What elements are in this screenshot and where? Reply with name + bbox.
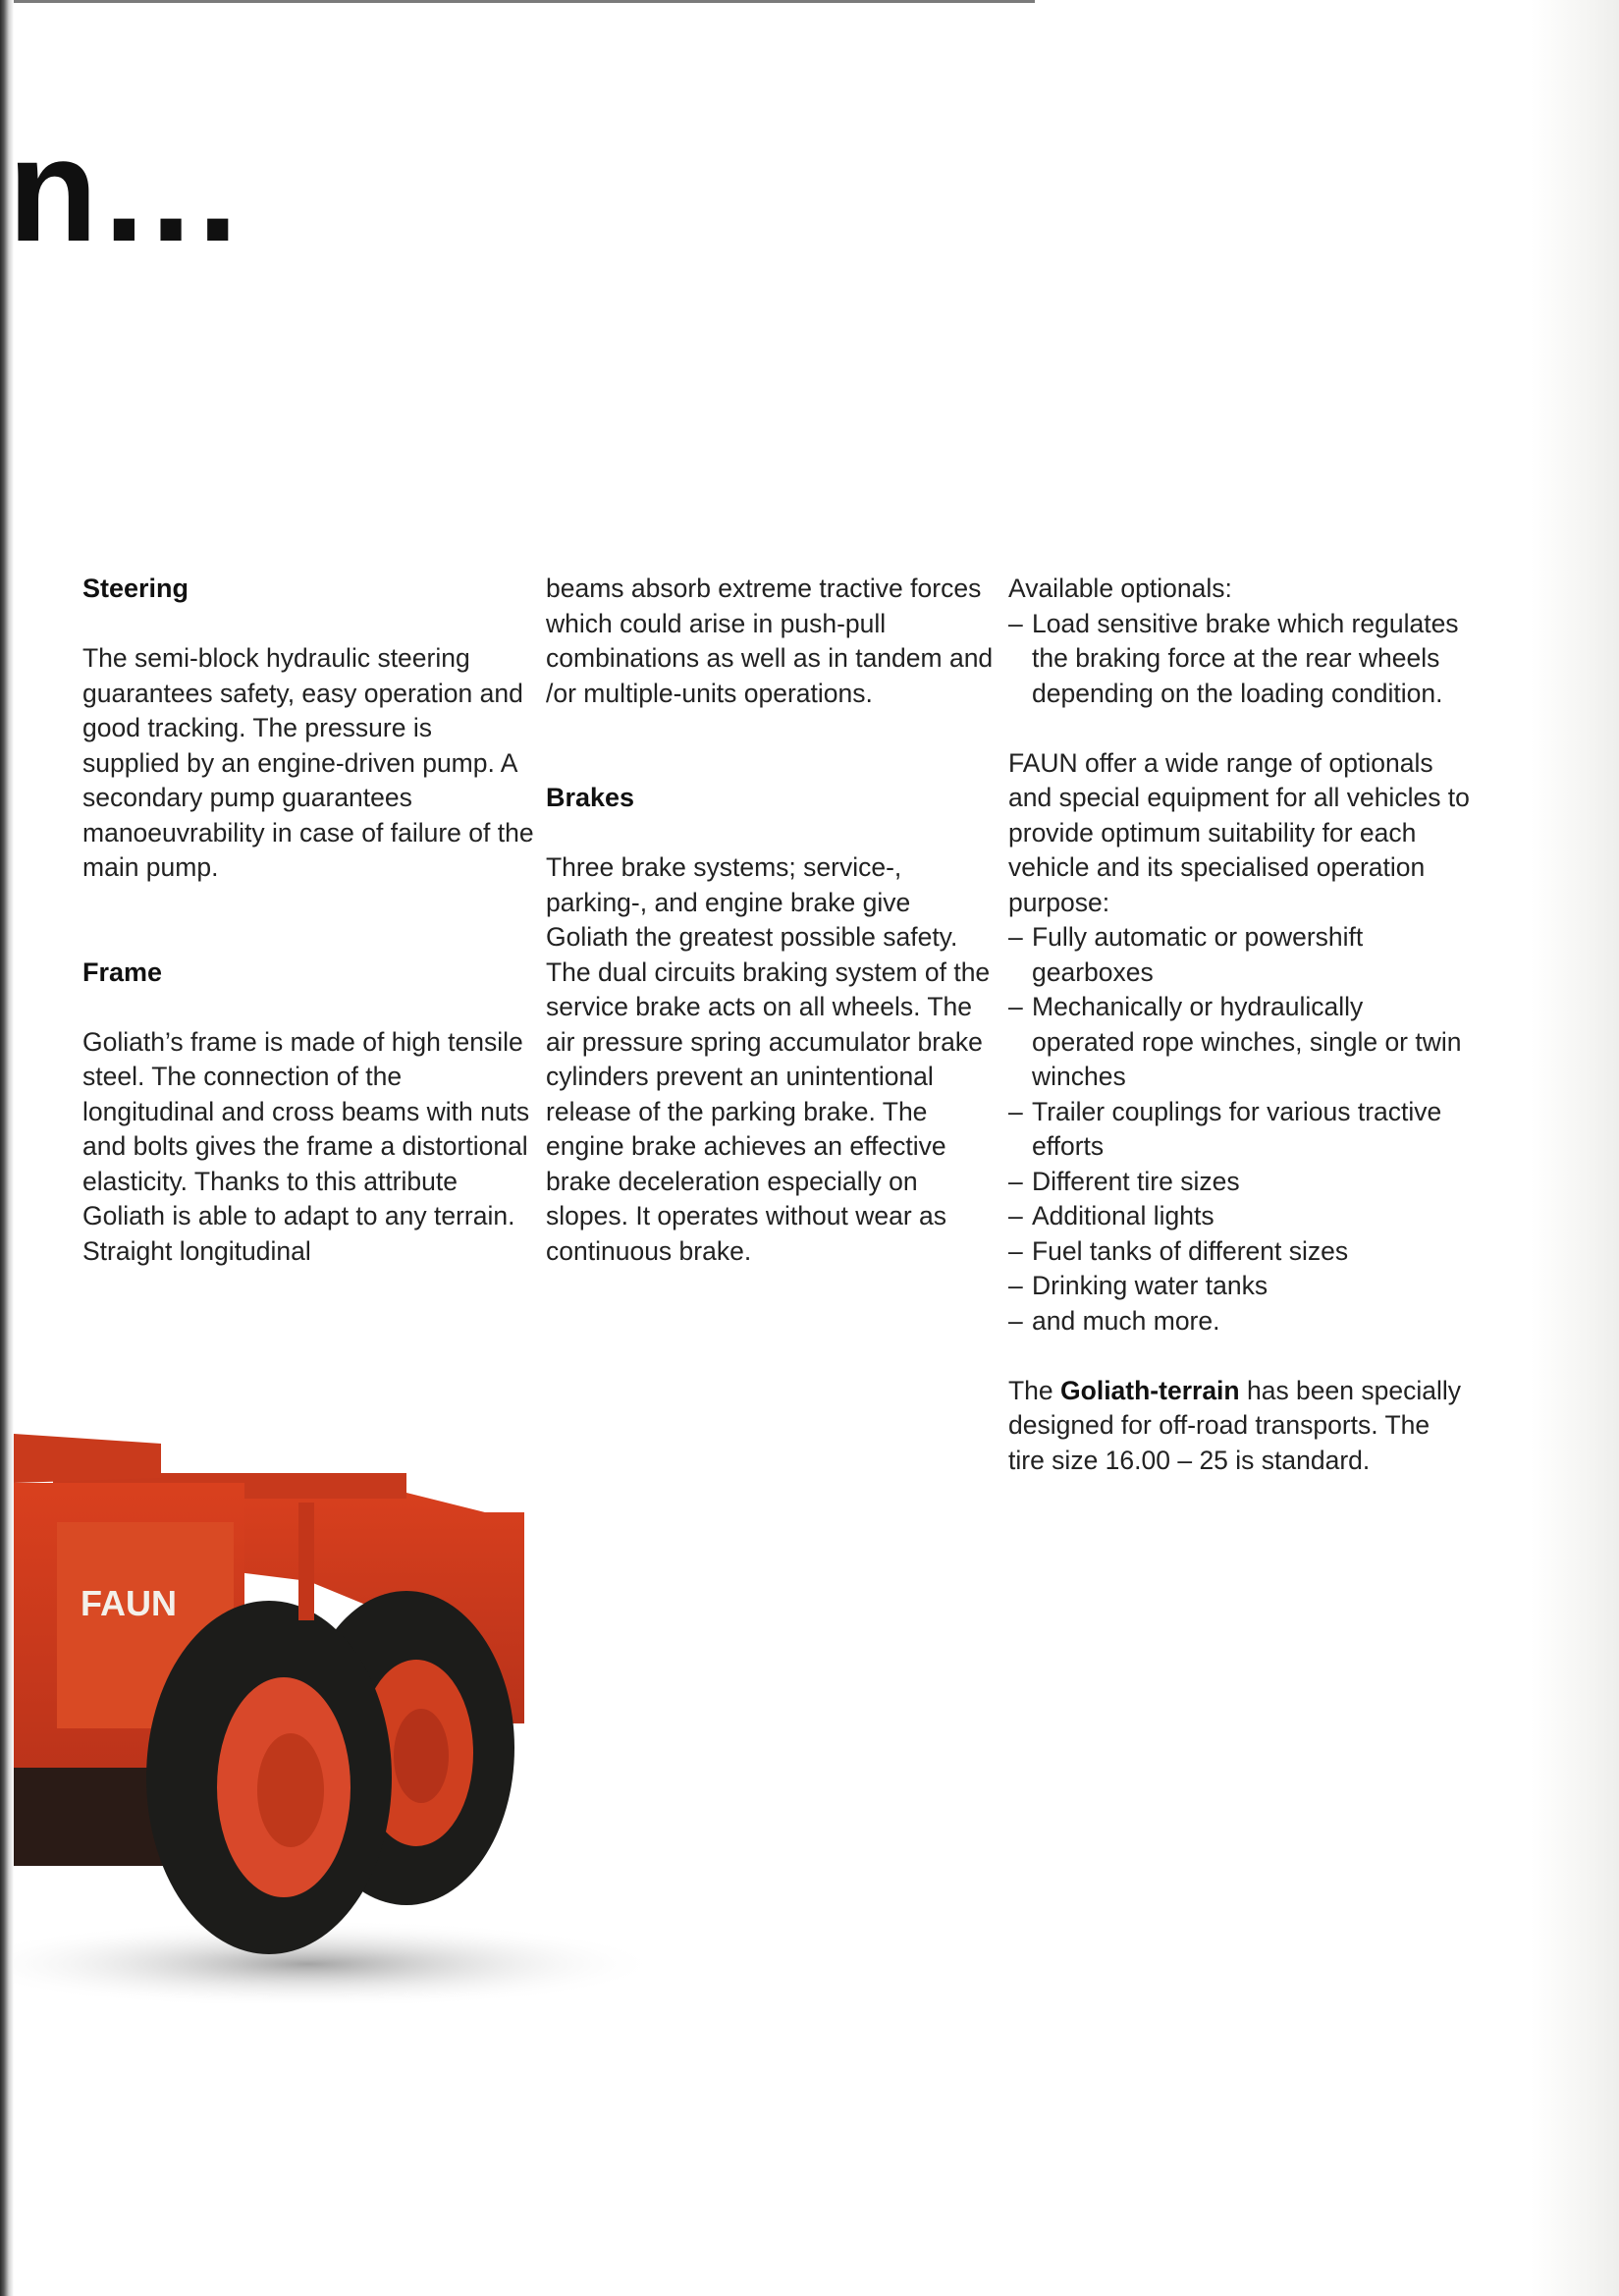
equipment-list-item: – Fully automatic or powershift gearboxes xyxy=(1008,920,1470,990)
faun-logo: FAUN xyxy=(81,1583,177,1623)
column-1 xyxy=(82,572,534,1339)
equipment-list-item: – Drinking water tanks xyxy=(1008,1269,1470,1304)
column-2 xyxy=(546,572,998,1339)
hydraulic-cylinder xyxy=(298,1503,314,1620)
equipment-list-item: – Fuel tanks of different sizes xyxy=(1008,1234,1470,1270)
terrain-suffix: has been specially designed for off-road transports. The tire size 16.00 – 25 is standard. xyxy=(1008,1375,1462,1475)
equipment-list xyxy=(1008,920,1470,1339)
equipment-list-item: – Trailer couplings for various tractive efforts xyxy=(1008,1095,1470,1165)
truck-illustration xyxy=(14,1414,799,2003)
equipment-list-item: – Different tire sizes xyxy=(1008,1165,1470,1200)
equipment-list-item: – Additional lights xyxy=(1008,1199,1470,1234)
ground-shadow xyxy=(14,1920,662,2003)
frame-heading: Frame xyxy=(82,957,163,987)
equipment-list-item: – and much more. xyxy=(1008,1304,1470,1339)
page-binding-edge xyxy=(0,0,14,2296)
optionals-list-item: – Load sensitive brake which regulates the braking force at the rear wheels depending on the loading condition. xyxy=(1008,607,1470,712)
frame-text: Goliath’s frame is made of high tensile steel. The connection of the longitudinal and cross beams with nuts and bolts gives the frame a distortional elasticity. Thanks to this attribute Goliath is able to adapt to any terrain. Straight longitudinal xyxy=(82,1026,530,1266)
page-top-edge xyxy=(14,0,1035,3)
frame-text-continued: beams absorb extreme tractive forces which could arise in push-pull combinations as well as in tandem and /or multiple-units operations. xyxy=(546,574,994,708)
cab-top xyxy=(14,1434,161,1483)
brakes-heading: Brakes xyxy=(546,783,635,812)
equipment-list-item: – Mechanically or hydraulically operated rope winches, single or twin winches xyxy=(1008,990,1470,1095)
optionals-intro: Available optionals: xyxy=(1008,574,1232,603)
front-wheel xyxy=(146,1601,392,1954)
column-3 xyxy=(1008,572,1470,1548)
steering-heading: Steering xyxy=(82,574,189,603)
steering-text: The semi-block hydraulic steering guarantees safety, easy operation and good tracking. The pressure is supplied by an engine-driven pump. A secondary pump guarantees manoeuvrability in case of failure of the main pump. xyxy=(82,643,534,882)
headline-fragment: n... xyxy=(8,107,244,272)
terrain-prefix: The xyxy=(1008,1375,1061,1405)
brakes-text: Three brake systems; service-, parking-, and engine brake give Goliath the greatest possible safety. The dual circuits braking system of the service brake acts on all wheels. The air pressure spring accumulator brake cylinders prevent an unintentional release of the parking brake. The engine brake achieves an effective brake deceleration especially on slopes. It operates without wear as continuous brake. xyxy=(546,852,991,1266)
equipment-intro: FAUN offer a wide range of optionals and special equipment for all vehicles to provide optimum suitability for each vehicle and its specialised operation purpose: xyxy=(1008,747,1470,917)
optionals-list xyxy=(1008,607,1470,712)
goliath-terrain-text xyxy=(1008,1374,1470,1479)
page-right-edge xyxy=(1531,0,1619,2296)
truck-photo xyxy=(14,1414,799,2003)
terrain-name: Goliath-terrain xyxy=(1060,1375,1240,1405)
